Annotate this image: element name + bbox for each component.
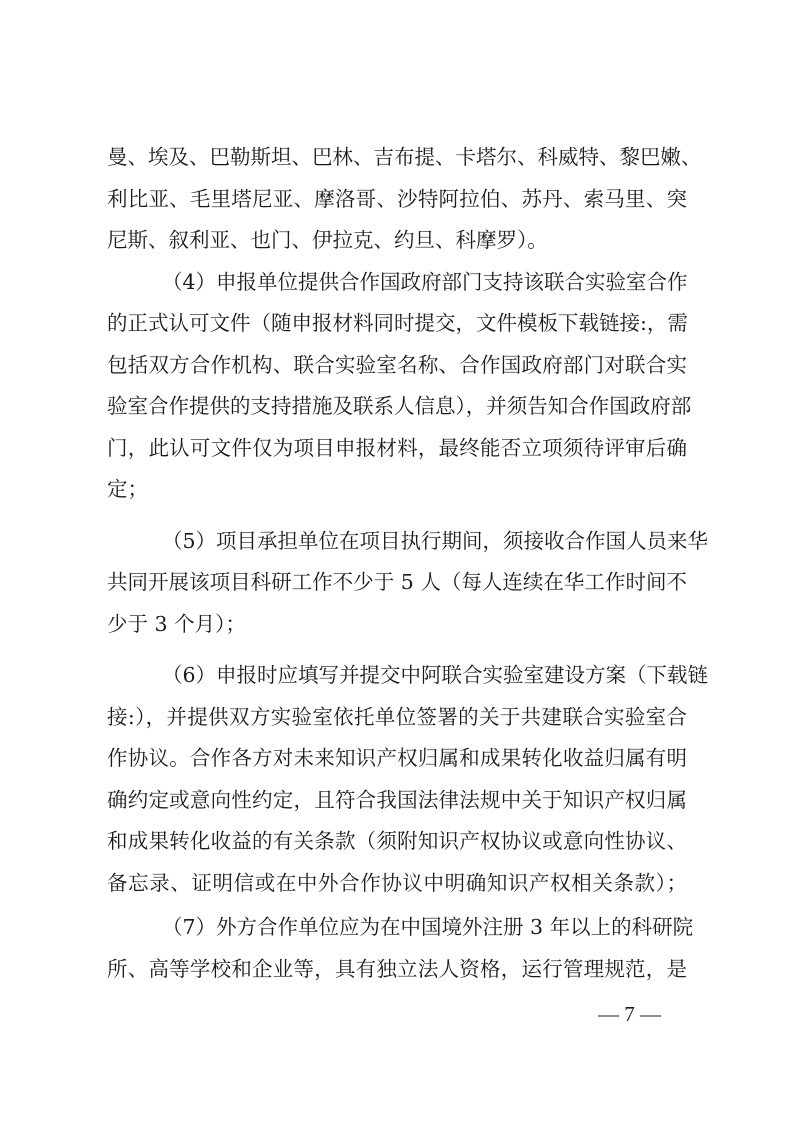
page-number: — 7 — xyxy=(598,1002,661,1026)
text-line: 和成果转化收益的有关条款（须附知识产权协议或意向性协议、 xyxy=(107,829,687,853)
text-line: （5）项目承担单位在项目执行期间，须接收合作国人员来华 xyxy=(162,529,709,553)
text-line: 门，此认可文件仅为项目申报材料，最终能否立项须待评审后确 xyxy=(107,436,687,460)
text-line: 接:），并提供双方实验室依托单位签署的关于共建联合实验室合 xyxy=(107,705,687,729)
text-line: 的正式认可文件（随申报材料同时提交，文件模板下载链接:，需 xyxy=(107,311,688,335)
text-line: （7）外方合作单位应为在中国境外注册 3 年以上的科研院 xyxy=(162,915,694,939)
text-line: 曼、埃及、巴勒斯坦、巴林、吉布提、卡塔尔、科威特、黎巴嫩、 xyxy=(107,145,702,169)
text-line: （4）申报单位提供合作国政府部门支持该联合实验室合作 xyxy=(162,270,688,294)
text-line: 包括双方合作机构、联合实验室名称、合作国政府部门对联合实 xyxy=(107,353,687,377)
text-line: 所、高等学校和企业等，具有独立法人资格，运行管理规范，是 xyxy=(107,957,687,981)
text-line: 定； xyxy=(107,477,148,501)
text-line: 共同开展该项目科研工作不少于 5 人（每人连续在华工作时间不 xyxy=(107,570,687,594)
text-line: 少于 3 个月）； xyxy=(107,612,246,636)
text-line: 备忘录、证明信或在中外合作协议中明确知识产权相关条款）； xyxy=(107,871,687,895)
text-line: 利比亚、毛里塔尼亚、摩洛哥、沙特阿拉伯、苏丹、索马里、突 xyxy=(107,187,687,211)
text-line: 确约定或意向性约定，且符合我国法律法规中关于知识产权归属 xyxy=(107,788,687,812)
text-line: 验室合作提供的支持措施及联系人信息），并须告知合作国政府部 xyxy=(107,394,692,418)
text-line: 尼斯、叙利亚、也门、伊拉克、约旦、科摩罗）。 xyxy=(107,228,548,252)
text-line: （6）申报时应填写并提交中阿联合实验室建设方案（下载链 xyxy=(162,663,709,687)
text-line: 作协议。合作各方对未来知识产权归属和成果转化收益归属有明 xyxy=(107,746,687,770)
